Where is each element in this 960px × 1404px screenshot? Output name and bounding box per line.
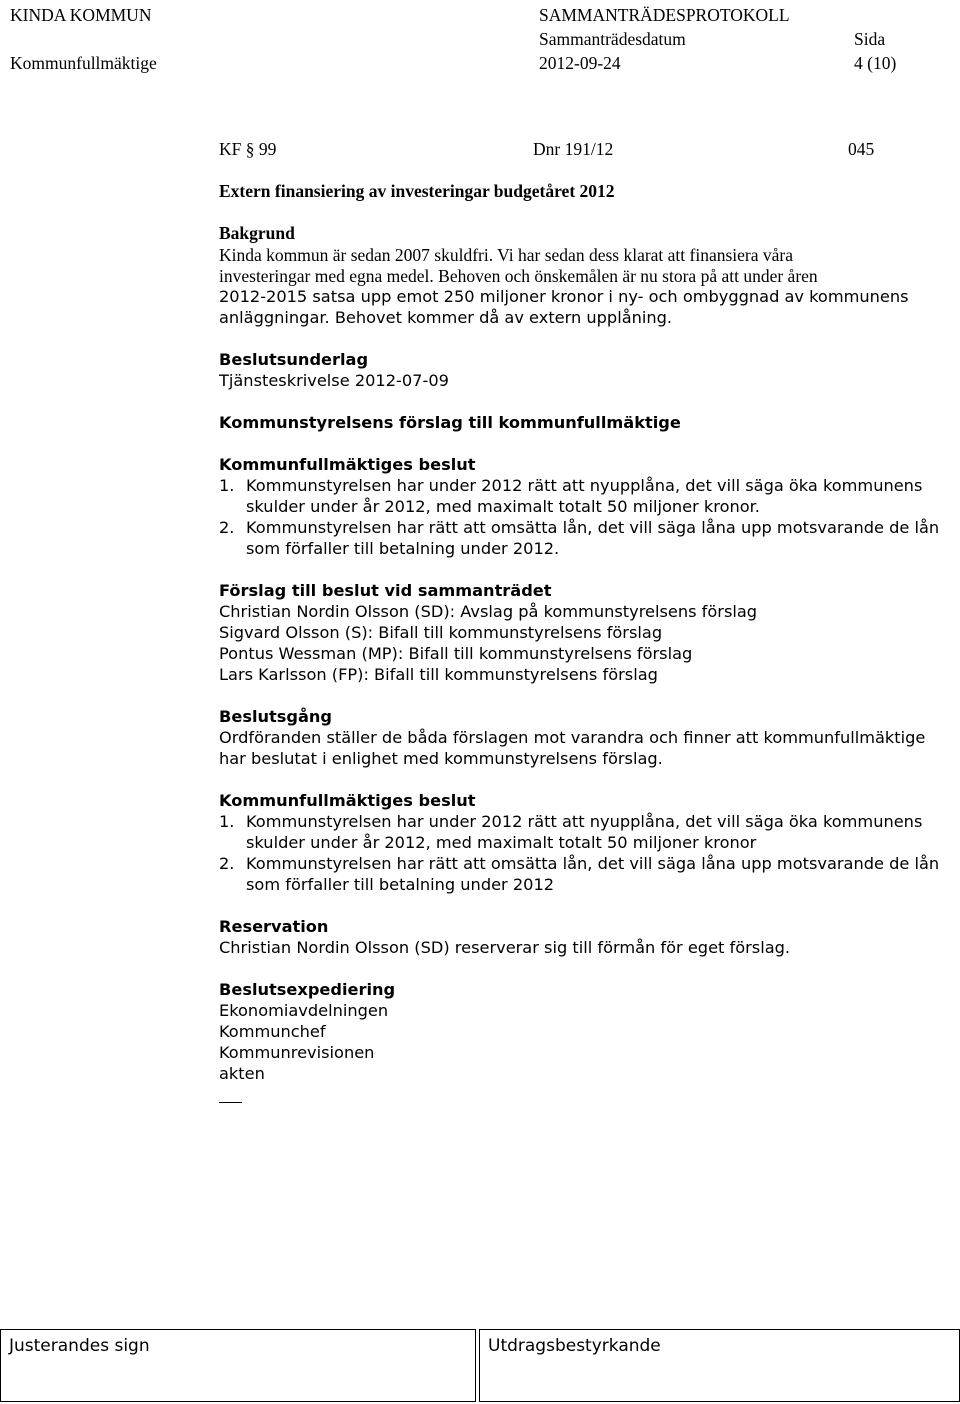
department: Kommunfullmäktige	[10, 53, 157, 73]
list-text: som förfaller till betalning under 2012	[246, 875, 555, 894]
page-number: 4 (10)	[854, 53, 897, 73]
list-number: 2.	[219, 854, 235, 873]
heading-forslag-mote: Förslag till beslut vid sammanträdet	[219, 581, 552, 600]
heading-kf-beslut: Kommunfullmäktiges beslut	[219, 791, 476, 810]
bakgrund-line: investeringar med egna medel. Behoven och önskemålen är nu stora på att under åren	[219, 266, 818, 286]
list-text: skulder under år 2012, med maximalt totalt 50 miljoner kronor.	[246, 497, 760, 516]
list-number: 2.	[219, 518, 235, 537]
meeting-date: 2012-09-24	[539, 53, 621, 73]
heading-kf-beslut-proposal: Kommunfullmäktiges beslut	[219, 455, 476, 474]
date-label: Sammanträdesdatum	[539, 29, 686, 49]
case-number: 99	[258, 139, 277, 159]
bakgrund-line: 2012-2015 satsa upp emot 250 miljoner kronor i ny- och ombyggnad av kommunens	[219, 287, 909, 306]
certification-box	[479, 1329, 960, 1402]
signature-box	[0, 1329, 476, 1402]
heading-reservation: Reservation	[219, 917, 329, 936]
list-number: 1.	[219, 812, 235, 831]
list-text: Kommunstyrelsen har rätt att omsätta lån, det vill säga låna upp motsvarande de lån	[246, 854, 940, 873]
case-code: 045	[848, 139, 875, 159]
list-text: Kommunstyrelsen har rätt att omsätta lån, det vill säga låna upp motsvarande de lån	[246, 518, 940, 537]
certification-label: Utdragsbestyrkande	[488, 1336, 661, 1356]
heading-expediering: Beslutsexpediering	[219, 980, 396, 999]
list-text: Kommunstyrelsen har under 2012 rätt att nyupplåna, det vill säga öka kommunens	[246, 812, 923, 831]
document-type: SAMMANTRÄDESPROTOKOLL	[539, 5, 790, 25]
heading-ks-forslag: Kommunstyrelsens förslag till kommunfullmäktige	[219, 413, 681, 432]
list-text: som förfaller till betalning under 2012.	[246, 539, 560, 558]
page-label: Sida	[854, 29, 886, 49]
end-rule	[219, 1102, 242, 1103]
proposal-line: Sigvard Olsson (S): Bifall till kommunstyrelsens förslag	[219, 623, 663, 642]
reservation-text: Christian Nordin Olsson (SD) reserverar sig till förmån för eget förslag.	[219, 938, 791, 957]
list-number: 1.	[219, 476, 235, 495]
dnr: Dnr 191/12	[533, 139, 614, 159]
proposal-line: Christian Nordin Olsson (SD): Avslag på kommunstyrelsens förslag	[219, 602, 758, 621]
case-title: Extern finansiering av investeringar budgetåret 2012	[219, 181, 615, 201]
underlag-item: Tjänsteskrivelse 2012-07-09	[219, 371, 449, 390]
heading-beslutsgang: Beslutsgång	[219, 707, 333, 726]
bakgrund-line: Kinda kommun är sedan 2007 skuldfri. Vi har sedan dess klarat att finansiera våra	[219, 245, 794, 265]
bakgrund-line: anläggningar. Behovet kommer då av extern upplåning.	[219, 308, 673, 327]
list-text: Kommunstyrelsen har under 2012 rätt att nyupplåna, det vill säga öka kommunens	[246, 476, 923, 495]
case-reference	[219, 138, 276, 160]
signature-label: Justerandes sign	[9, 1336, 150, 1356]
recipient: Kommunchef	[219, 1022, 326, 1041]
recipient: Ekonomiavdelningen	[219, 1001, 389, 1020]
proposal-line: Lars Karlsson (FP): Bifall till kommunstyrelsens förslag	[219, 665, 658, 684]
heading-bakgrund: Bakgrund	[219, 223, 295, 243]
org-name: KINDA KOMMUN	[10, 5, 152, 25]
section-sign: §	[245, 139, 255, 159]
beslutsgang-line: Ordföranden ställer de båda förslagen mot varandra och finner att kommunfullmäktige	[219, 728, 926, 747]
recipient: Kommunrevisionen	[219, 1043, 375, 1062]
kf-label: KF	[219, 139, 242, 159]
recipient: akten	[219, 1064, 265, 1083]
beslutsgang-line: har beslutat i enlighet med kommunstyrelsens förslag.	[219, 749, 663, 768]
proposal-line: Pontus Wessman (MP): Bifall till kommunstyrelsens förslag	[219, 644, 693, 663]
page-footer	[0, 1329, 960, 1402]
heading-beslutsunderlag: Beslutsunderlag	[219, 350, 369, 369]
list-text: skulder under år 2012, med maximalt totalt 50 miljoner kronor	[246, 833, 757, 852]
